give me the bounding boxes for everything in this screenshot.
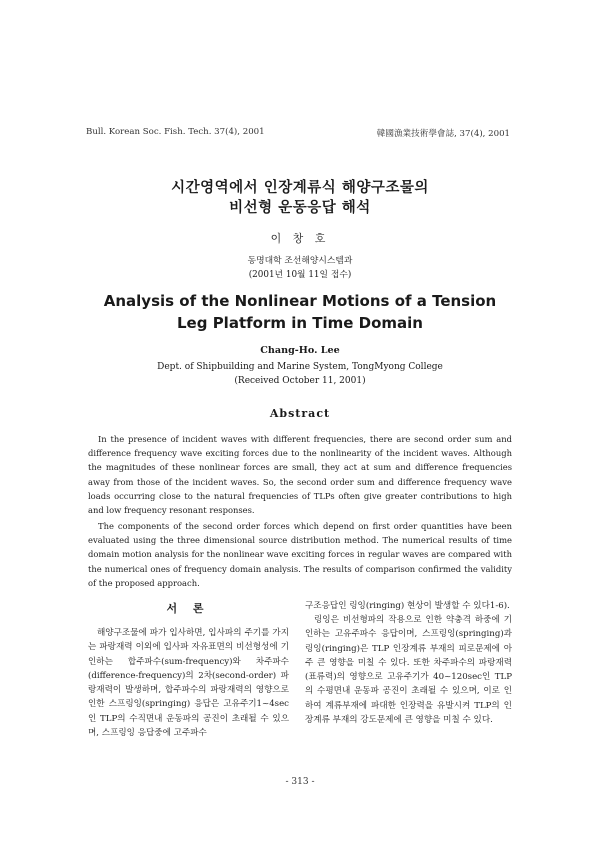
english-title-line2: Leg Platform in Time Domain bbox=[177, 314, 423, 332]
korean-received-date: (2001년 10월 11일 접수) bbox=[248, 270, 352, 280]
korean-title-line2: 비선형 운동응답 해석 bbox=[229, 199, 371, 216]
abstract-heading: Abstract bbox=[269, 407, 331, 420]
introduction-left-column: 해양구조물에 파가 입사하면, 입사파의 주기를 가지는 파랑재력 이외에 입사파 자유표면의 비선형성에 기인하는 합주파수(sum-frequency)와 차주파수(difference-frequency)의 2차(second-order) 파랑재력이 발생하며, 합주파수의 파랑재력의 영향으로 인한 스프링잉(springing) 응답은 고유주기1~4sec인 TLP의 수직면내 운동파의 공진이 초래될 수 있으며, 스프링잉 응답중에 고주파수 bbox=[88, 628, 289, 739]
english-title-line1: Analysis of the Nonlinear Motions of a Tension bbox=[103, 292, 497, 310]
introduction-right-column-line: 구조응답인 링잉(ringing) 현상이 발생할 수 있다1-6). bbox=[305, 601, 510, 611]
english-author: Chang-Ho. Lee bbox=[260, 345, 340, 356]
english-affiliation: Dept. of Shipbuilding and Marine System, TongMyong College bbox=[157, 362, 443, 372]
journal-header-english: Bull. Korean Soc. Fish. Tech. 37(4), 2001 bbox=[86, 127, 265, 137]
page-number: - 313 - bbox=[285, 777, 315, 787]
journal-header-korean: 韓國漁業技術學會誌, 37(4), 2001 bbox=[376, 129, 510, 139]
introduction-right-column-paragraph: 링잉은 비선형파의 작용으로 인한 약충격 하중에 기인하는 고유주파수 응답이며, 스프링잉(springing)과 링잉(ringing)은 TLP 인장계류 부재의 피로문제에 아주 큰 영향을 미칠 수 있다. 또한 차주파수의 파랑재력(표류력)의 영향으로 고유주기가 40~120sec인 TLP의 수평면내 운동파 공진이 초래될 수 있으며, 이로 인하여 계류부재에 파대한 인장력을 유발시켜 TLP의 인장계류 부재의 강도문제에 큰 영향을 미칠 수 있다. bbox=[305, 615, 512, 726]
english-received-date: (Received October 11, 2001) bbox=[234, 376, 366, 386]
abstract-paragraph-1: In the presence of incident waves with different frequencies, there are second order sum and difference frequency wave exciting forces due to the nonlinearity of the incident waves. Although the magnitudes of these nonlinear forces are small, they act at sum and difference frequencies away from those of the incident waves. So, the second order sum and difference frequency wave loads occurring close to the natural frequencies of TLPs often give greater contributions to high and low frequency resonant responses. bbox=[88, 434, 512, 516]
korean-title-line1: 시간영역에서 인장계류식 해양구조물의 bbox=[171, 179, 429, 196]
section-heading-introduction: 서 론 bbox=[166, 602, 210, 615]
abstract-paragraph-2: The components of the second order forces which depend on first order quantities have been evaluated using the three dimensional source distribution method. The numerical results of time domain motion analysis for the nonlinear wave exciting forces in regular waves are compared with the numerical ones of frequency domain analysis. The results of comparison confirmed the validity of the proposed approach. bbox=[88, 521, 512, 588]
korean-affiliation: 동명대학 조선해양시스템과 bbox=[247, 256, 353, 266]
korean-author: 이 창 호 bbox=[270, 232, 330, 245]
